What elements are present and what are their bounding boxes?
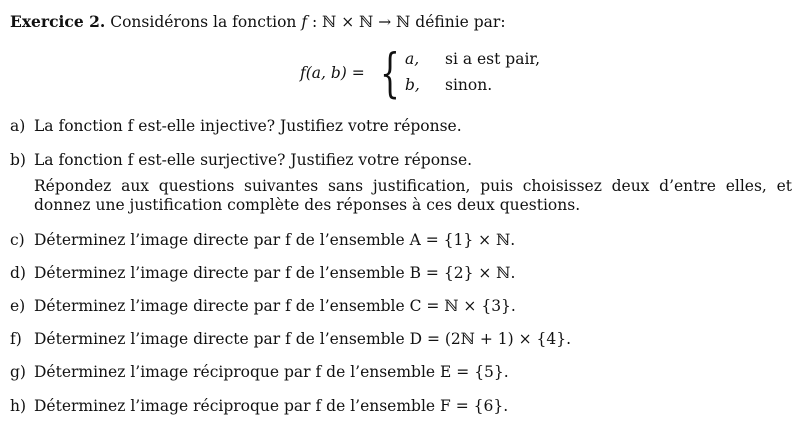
exercise-label: Exercice 2. <box>10 12 106 31</box>
question-letter: g) <box>10 363 26 381</box>
function-name: f <box>301 13 308 31</box>
question-text: Déterminez l’image réciproque par f de l’ensemble E = {5}. <box>34 363 509 381</box>
question-h <box>10 396 508 416</box>
question-text: Déterminez l’image directe par f de l’ensemble A = {1} × ℕ. <box>34 231 516 249</box>
case2-value: b, <box>405 76 420 94</box>
question-letter: b) <box>10 151 26 169</box>
question-c <box>10 230 515 250</box>
definition-lhs: f(a, b) = <box>300 64 365 82</box>
question-text: Déterminez l’image directe par f de l’ensemble B = {2} × ℕ. <box>34 264 516 282</box>
instructions-paragraph: Répondez aux questions suivantes sans justification, puis choisissez deux d’entre elles, et donnez une justification complète des réponses à ces deux questions. <box>34 177 792 214</box>
exercise-intro: Considérons la fonction <box>110 13 297 31</box>
question-d <box>10 263 515 283</box>
question-text: La fonction f est-elle injective? Justifiez votre réponse. <box>34 117 462 135</box>
question-letter: d) <box>10 264 26 282</box>
case2-condition: sinon. <box>445 76 493 94</box>
exercise-intro-end: définie par: <box>415 13 506 31</box>
question-text: La fonction f est-elle surjective? Justifiez votre réponse. <box>34 151 473 169</box>
left-brace-icon: { <box>380 44 400 104</box>
question-b <box>10 150 472 170</box>
question-e <box>10 296 516 316</box>
question-text: Déterminez l’image réciproque par f de l’ensemble F = {6}. <box>34 397 509 415</box>
exercise-title <box>10 12 506 32</box>
question-a <box>10 116 462 136</box>
case1-condition: si a est pair, <box>445 50 541 68</box>
question-g <box>10 362 509 382</box>
question-letter: e) <box>10 297 26 315</box>
function-signature: : ℕ × ℕ → ℕ <box>307 13 411 31</box>
question-text: Déterminez l’image directe par f de l’ensemble C = ℕ × {3}. <box>34 297 516 315</box>
question-letter: c) <box>10 231 25 249</box>
case1-value: a, <box>405 50 420 68</box>
question-letter: f) <box>10 330 22 348</box>
question-letter: a) <box>10 117 26 135</box>
question-letter: h) <box>10 397 27 415</box>
question-text: Déterminez l’image directe par f de l’ensemble D = (2ℕ + 1) × {4}. <box>34 330 572 348</box>
question-f <box>10 329 571 349</box>
